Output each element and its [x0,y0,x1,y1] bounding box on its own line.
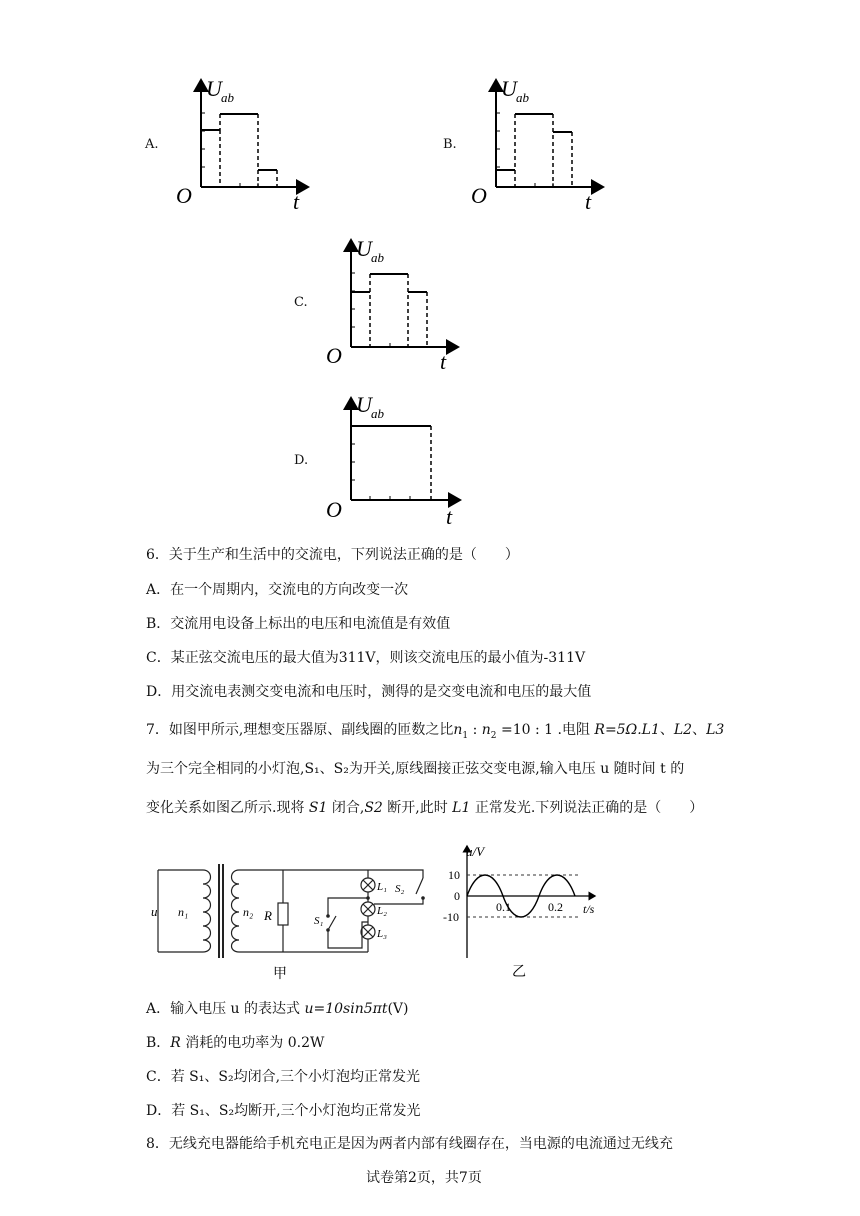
q7-option-b: B．R 消耗的电功率为 0.2W [146,1035,325,1051]
transformer-circuit-diagram [148,840,438,985]
q6-option-a: A．在一个周期内，交流电的方向改变一次 [146,582,409,598]
option-d-label: D. [294,453,309,468]
graph-b-ylabel: U [501,76,517,101]
graph-c-origin: O [326,343,342,368]
graph-d-xlabel: t [446,504,453,529]
plot-x-tick-2: 0.2 [548,900,563,914]
q8-stem: 8．无线充电器能给手机充电正是因为两者内部有线圈存在，当电源的电流通过无线充 [146,1136,673,1152]
circuit-l1-label: L₁ [377,881,387,893]
q7-option-c: C．若 S₁、S₂均闭合,三个小灯泡均正常发光 [146,1069,421,1085]
q7-line2: 为三个完全相同的小灯泡,S₁、S₂为开关,原线圈接正弦交变电源,输入电压 u 随时间 t 的 [146,761,685,777]
graph-b-ysub: ab [516,90,529,105]
q6-option-c: C．某正弦交流电压的最大值为311V，则该交流电压的最小值为-311V [146,650,586,666]
plot-xlabel: t/s [583,902,595,916]
q6-stem: 6．关于生产和生活中的交流电，下列说法正确的是（ ） [146,547,519,563]
graph-d-ysub: ab [371,406,384,421]
circuit-s2-label: S₂ [395,883,405,895]
circuit-caption: 甲 [273,967,287,982]
circuit-n1-label: n₁ [178,905,189,919]
q7-line3: 变化关系如图乙所示.现将 S1 闭合,S2 断开,此时 L1 正常发光.下列说法正确的是（ ） [146,800,704,816]
circuit-u-label: u [151,904,158,919]
graph-a-origin: O [176,183,192,208]
graph-b [465,72,615,212]
voltage-time-plot [440,838,610,986]
graph-d-ylabel: U [356,392,372,417]
plot-y-pos: 10 [448,868,460,882]
circuit-l3-label: L₃ [377,928,387,940]
plot-x-tick-1: 0.1 [496,900,511,914]
graph-c-xlabel: t [440,349,447,372]
graph-a-ysub: ab [221,90,234,105]
graph-a-ylabel: U [206,76,222,101]
graph-a [170,72,320,212]
circuit-s1-label: S₁ [314,915,324,927]
plot-y-zero: 0 [454,889,460,903]
q7-line1: 7．如图甲所示,理想变压器原、副线圈的匝数之比$n_1$ : $n_2 =10$ : 1 .电阻 R=5Ω.L1、L2、L3 [146,722,725,741]
plot-caption: 乙 [512,965,526,980]
q7-option-a: A．输入电压 u 的表达式 u=10sin5πt(V) [146,1001,409,1017]
circuit-l2-label: L₂ [377,905,387,917]
q7-option-d: D．若 S₁、S₂均断开,三个小灯泡均正常发光 [146,1103,421,1119]
graph-c [320,232,470,372]
graph-a-xlabel: t [293,189,300,212]
q6-option-d: D．用交流电表测交变电流和电压时，测得的是交变电流和电压的最大值 [146,684,592,700]
graph-c-ylabel: U [356,236,372,261]
graph-b-origin: O [471,183,487,208]
plot-y-neg: -10 [443,910,459,924]
q6-option-b: B．交流用电设备上标出的电压和电流值是有效值 [146,616,451,632]
graph-b-xlabel: t [585,189,592,212]
circuit-n2-label: n₂ [243,905,254,919]
graph-d-origin: O [326,497,342,522]
option-c-label: C. [294,295,308,310]
option-b-label: B. [443,137,457,152]
graph-d [320,390,470,530]
graph-c-ysub: ab [371,250,384,265]
plot-ylabel: u/V [466,844,485,859]
option-a-label: A. [145,137,159,152]
circuit-r-label: R [264,908,272,923]
page-footer: 试卷第2页，共7页 [366,1170,482,1186]
